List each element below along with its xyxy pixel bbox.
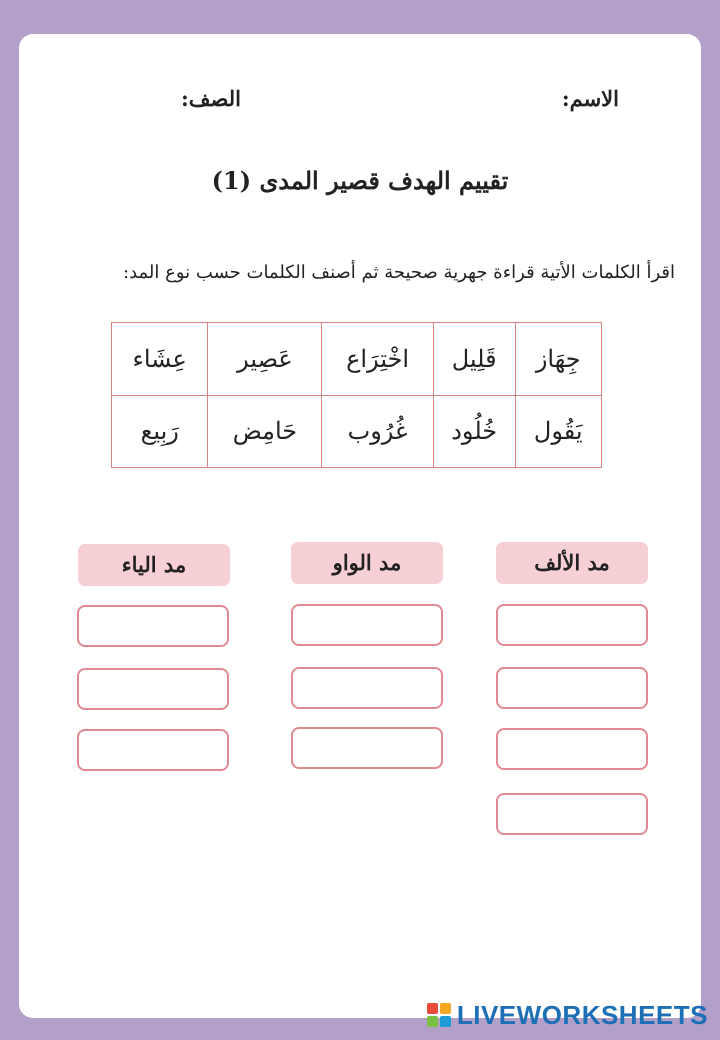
category-header-waw: مد الواو: [291, 542, 443, 584]
answer-box-alif-3[interactable]: [496, 728, 648, 770]
answer-box-ya-2[interactable]: [77, 668, 229, 710]
table-row: [112, 323, 602, 396]
word-cell: رَبِيع: [112, 395, 208, 468]
logo-mark-icon: [427, 1003, 451, 1027]
logo-mark-square: [440, 1016, 451, 1027]
word-cell: جِهَاز: [515, 323, 602, 396]
word-cell: اخْتِرَاع: [322, 323, 433, 396]
worksheet-page: [19, 34, 701, 1018]
word-cell: قَلِيل: [433, 323, 515, 396]
table-row: [112, 395, 602, 468]
word-table: [111, 322, 602, 468]
answer-box-waw-2[interactable]: [291, 667, 443, 709]
word-cell: غُرُوب: [322, 395, 433, 468]
category-header-alif: مد الألف: [496, 542, 648, 584]
word-cell: حَامِض: [208, 395, 322, 468]
word-cell: خُلُود: [433, 395, 515, 468]
liveworksheets-logo: [427, 998, 708, 1032]
logo-mark-square: [427, 1003, 438, 1014]
word-cell: عِشَاء: [112, 323, 208, 396]
answer-box-waw-1[interactable]: [291, 604, 443, 646]
page-title: تقييم الهدف قصير المدى (1): [211, 166, 509, 195]
answer-box-alif-1[interactable]: [496, 604, 648, 646]
answer-box-alif-2[interactable]: [496, 667, 648, 709]
logo-mark-square: [440, 1003, 451, 1014]
logo-mark-square: [427, 1016, 438, 1027]
category-header-ya: مد الياء: [78, 544, 230, 586]
class-label: الصف:: [181, 86, 241, 111]
name-label: الاسم:: [561, 86, 619, 111]
logo-text: LIVEWORKSHEETS: [456, 999, 708, 1030]
answer-box-ya-1[interactable]: [77, 605, 229, 647]
answer-box-waw-3[interactable]: [291, 727, 443, 769]
instruction-text: اقرأ الكلمات الأتية قراءة جهرية صحيحة ثم أصنف الكلمات حسب نوع المد:: [123, 262, 675, 283]
answer-box-ya-3[interactable]: [77, 729, 229, 771]
word-cell: عَصِير: [208, 323, 322, 396]
answer-box-alif-4[interactable]: [496, 793, 648, 835]
word-cell: يَقُول: [515, 395, 602, 468]
